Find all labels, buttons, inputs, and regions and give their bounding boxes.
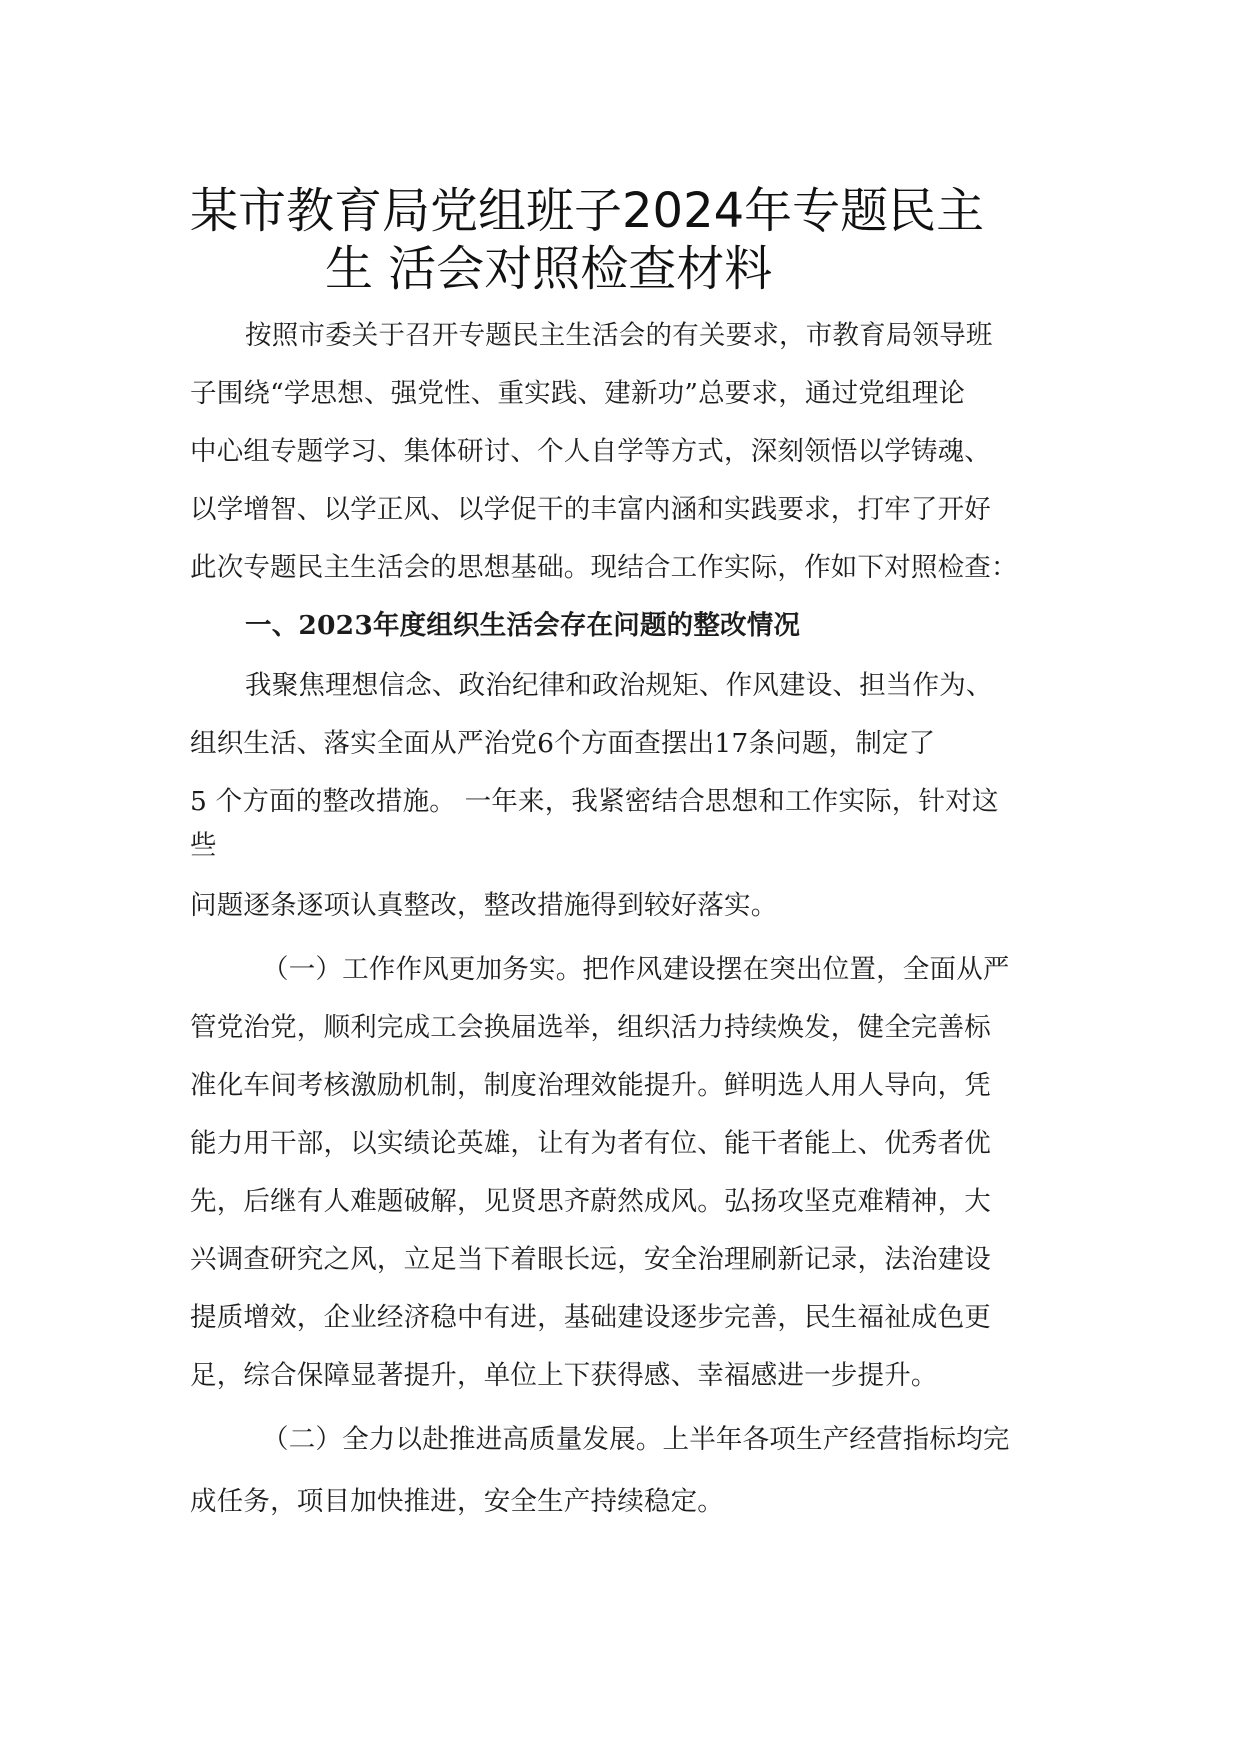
section-1-line-5: 问题逐条逐项认真整改，整改措施得到较好落实。 [190,890,778,921]
intro-line-3: 中心组专题学习、集体研讨、个人自学等方式，深刻领悟以学铸魂、 [190,436,991,467]
intro-line-2: 子围绕“学思想、强党性、重实践、建新功”总要求，通过党组理论 [190,378,966,409]
item-2-line-1: （二）全力以赴推进高质量发展。上半年各项生产经营指标均完 [262,1424,1010,1455]
item-1-line-6: 兴调查研究之风，立足当下着眼长远，安全治理刷新记录，法治建设 [190,1244,991,1275]
item-2-line-2: 成任务，项目加快推进，安全生产持续稳定。 [190,1486,724,1517]
intro-line-5: 此次专题民主生活会的思想基础。现结合工作实际，作如下对照检查： [190,552,1018,583]
item-1-line-1: （一）工作作风更加务实。把作风建设摆在突出位置，全面从严 [262,954,1010,985]
item-1-line-8: 足，综合保障显著提升，单位上下获得感、幸福感进一步提升。 [190,1360,938,1391]
intro-line-4: 以学增智、以学正风、以学促干的丰富内涵和实践要求，打牢了开好 [190,494,991,525]
item-1-line-7: 提质增效，企业经济稳中有进，基础建设逐步完善，民生福祉成色更 [190,1302,991,1333]
item-1-line-2: 管党治党，顺利完成工会换届选举，组织活力持续焕发，健全完善标 [190,1012,991,1043]
item-1-line-3: 准化车间考核激励机制，制度治理效能提升。鲜明选人用人导向，凭 [190,1070,991,1101]
section-1-line-4: 些 [190,830,217,861]
section-1-heading: 一、2023年度组织生活会存在问题的整改情况 [245,610,801,641]
document-title-line-1: 某市教育局党组班子2024年专题民主 [190,183,985,239]
document-title-line-2: 生 活会对照检查材料 [325,241,773,297]
section-1-line-2: 组织生活、落实全面从严治党6个方面查摆出17条问题，制定了 [190,728,936,759]
item-1-line-4: 能力用干部，以实绩论英雄，让有为者有位、能干者能上、优秀者优 [190,1128,991,1159]
section-1-line-3: 5 个方面的整改措施。 一年来，我紧密结合思想和工作实际，针对这 [190,786,999,817]
section-1-line-1: 我聚焦理想信念、政治纪律和政治规矩、作风建设、担当作为、 [245,670,993,701]
item-1-line-5: 先，后继有人难题破解，见贤思齐蔚然成风。弘扬攻坚克难精神，大 [190,1186,991,1217]
intro-line-1: 按照市委关于召开专题民主生活会的有关要求，市教育局领导班 [245,320,993,351]
